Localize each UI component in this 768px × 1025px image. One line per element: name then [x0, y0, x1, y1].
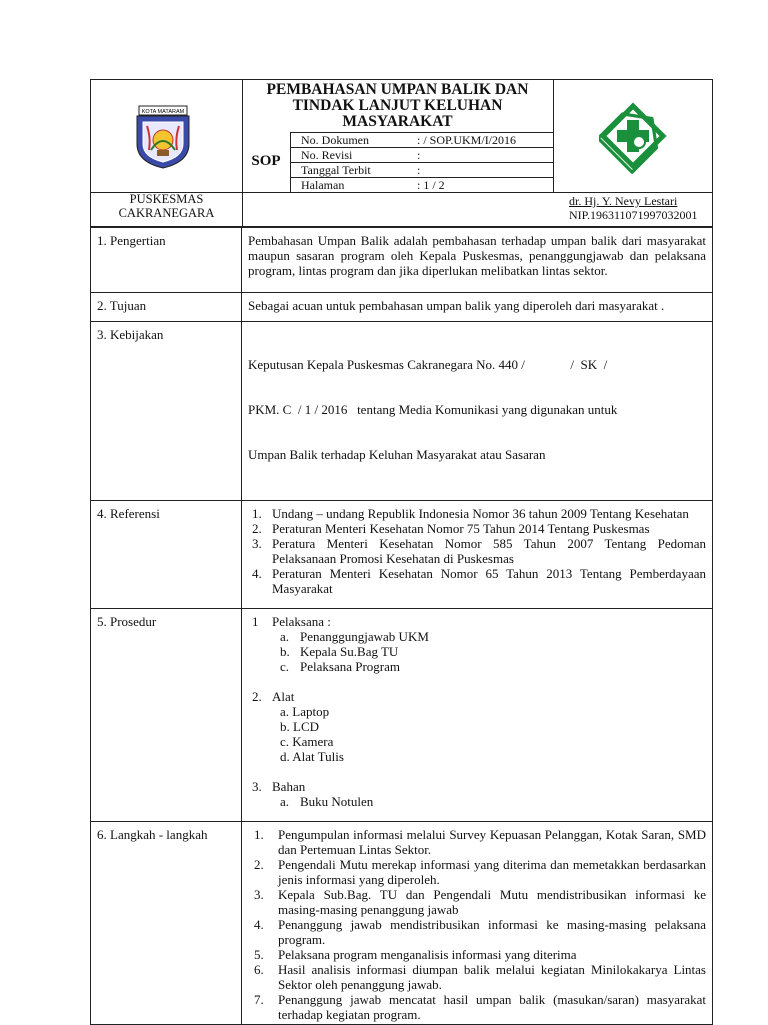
table-row [91, 293, 713, 322]
group-number: 2. [252, 689, 262, 704]
list-item-text: Pengendali Mutu merekap informasi yang diterima dan memetakkan berdasarkan jenis informasi yang diperoleh. [278, 857, 706, 887]
procedure-group [248, 689, 706, 704]
meta-value: : [417, 148, 421, 162]
group-title: Pelaksana : [272, 614, 331, 629]
list-item-text: Undang – undang Republik Indonesia Nomor 36 tahun 2009 Tentang Kesehatan [272, 506, 689, 521]
list-item-text: Peratura Menteri Kesehatan Nomor 585 Tahun 2007 Tentang Pedoman Pelaksanaan Promosi Kesehatan di Puskesmas [272, 536, 706, 566]
list-item-text: Penanggung jawab mendistribusikan informasi ke masing-masing pelaksana program. [278, 917, 706, 947]
meta-value: : [417, 163, 421, 177]
signer-name: dr. Hj. Y. Nevy Lestari [569, 194, 678, 208]
meta-value: : / SOP.UKM/I/2016 [417, 133, 517, 147]
list-item-text: Pelaksana Program [300, 659, 401, 674]
list-item: 4. Peraturan Menteri Kesehatan Nomor 65 Tahun 2013 Tentang Pemberdayaan Masyarakat [252, 566, 706, 596]
list-item-text: Penanggungjawab UKM [300, 629, 429, 644]
document-meta [290, 132, 553, 193]
section-label: 5. Prosedur [91, 609, 242, 822]
list-item-text: Pengumpulan informasi melalui Survey Kepuasan Pelanggan, Kotak Saran, SMD dan Pertemuan Lintas Sektor. [278, 827, 706, 857]
text-line: PKM. C / 1 / 2016 tentang Media Komunikasi yang digunakan untuk [248, 402, 618, 417]
list-item: 3. Kepala Sub.Bag. TU dan Pengendali Mutu mendistribusikan informasi ke masing-masing penanggung jawab [254, 887, 706, 917]
list-item: 6. Hasil analisis informasi diumpan balik melalui kegiatan Minilokakarya Lintas Sektor oleh penanggung jawab. [254, 962, 706, 992]
table-row [91, 501, 713, 609]
meta-key: No. Dokumen [301, 133, 369, 147]
list-item [248, 644, 706, 659]
sop-label: SOP [251, 153, 281, 169]
org-line: PUSKESMAS [129, 192, 204, 206]
table-row [91, 609, 713, 822]
meta-key: Halaman [301, 178, 345, 192]
document-title: PEMBAHASAN UMPAN BALIK DAN TINDAK LANJUT KELUHAN MASYARAKAT [266, 81, 529, 130]
text-line: Umpan Balik terhadap Keluhan Masyarakat atau Sasaran [248, 447, 546, 462]
list-item-text: Buku Notulen [300, 794, 374, 809]
list-item: 1. Undang – undang Republik Indonesia Nomor 36 tahun 2009 Tentang Kesehatan [252, 506, 689, 521]
sop-header [90, 79, 713, 227]
list-item-marker: a. [280, 794, 290, 809]
steps-list [248, 827, 706, 1022]
reference-list [248, 506, 706, 596]
list-item [248, 794, 706, 809]
list-item: c. Kamera [280, 734, 334, 749]
list-item-text: Kepala Sub.Bag. TU dan Pengendali Mutu mendistribusikan informasi ke masing-masing penanggung jawab [278, 887, 706, 917]
list-item: 7. Penanggung jawab mencatat hasil umpan balik (masukan/saran) masyarakat terhadap kegiatan program. [254, 992, 706, 1022]
section-content [242, 822, 713, 1025]
meta-row [290, 132, 553, 147]
meta-row [290, 177, 553, 193]
list-item-text: Kepala Su.Bag TU [300, 644, 399, 659]
list-item-text: Pelaksana program menganalisis informasi yang diterima [278, 947, 577, 962]
section-label: 4. Referensi [91, 501, 242, 609]
list-item-marker: a. [280, 629, 290, 644]
table-row [91, 228, 713, 293]
bahan-list [248, 794, 706, 809]
list-item-text: Peraturan Menteri Kesehatan Nomor 75 Tahun 2014 Tentang Puskesmas [272, 521, 650, 536]
list-item [248, 659, 706, 674]
kota-mataram-emblem-icon [131, 104, 195, 170]
table-row [91, 822, 713, 1025]
puskesmas-logo-icon [599, 102, 667, 174]
list-item-marker: b. [280, 644, 290, 659]
list-item: 5. Pelaksana program menganalisis informasi yang diterima [254, 947, 577, 962]
procedure-group [248, 614, 706, 629]
list-item-text: Peraturan Menteri Kesehatan Nomor 65 Tahun 2013 Tentang Pemberdayaan Masyarakat [272, 566, 706, 596]
org-line: CAKRANEGARA [118, 206, 215, 220]
list-item-text: Hasil analisis informasi diumpan balik melalui kegiatan Minilokakarya Lintas Sektor oleh penanggung jawab. [278, 962, 706, 992]
section-label: 1. Pengertian [91, 228, 242, 293]
list-item: 2. Pengendali Mutu merekap informasi yang diterima dan memetakkan berdasarkan jenis informasi yang diperoleh. [254, 857, 706, 887]
list-item-text: Penanggung jawab mencatat hasil umpan balik (masukan/saran) masyarakat terhadap kegiatan program. [278, 992, 706, 1022]
signer-block [569, 194, 698, 222]
section-content [242, 609, 713, 822]
section-content [242, 322, 713, 501]
list-item: 4. Penanggung jawab mendistribusikan informasi ke masing-masing pelaksana program. [254, 917, 706, 947]
meta-row [290, 147, 553, 162]
list-item: a. Laptop [280, 704, 330, 719]
section-label: 6. Langkah - langkah [91, 822, 242, 1025]
section-label: 2. Tujuan [91, 293, 242, 322]
pelaksana-list [248, 629, 706, 674]
list-item: 3. Peratura Menteri Kesehatan Nomor 585 Tahun 2007 Tentang Pedoman Pelaksanaan Promosi Kesehatan di Puskesmas [252, 536, 706, 566]
procedure-group [248, 779, 706, 794]
text-line: Keputusan Kepala Puskesmas Cakranegara No. 440 / / SK / [248, 357, 608, 372]
emblem-text: KOTA MATARAM [141, 109, 185, 115]
group-number: 1 [252, 614, 259, 629]
meta-key: No. Revisi [301, 148, 353, 162]
meta-value: : 1 / 2 [417, 178, 445, 192]
meta-key: Tanggal Terbit [301, 163, 371, 177]
list-item: b. LCD [280, 719, 319, 734]
meta-row [290, 162, 553, 177]
alat-list [248, 704, 706, 764]
section-content [242, 501, 713, 609]
section-label: 3. Kebijakan [91, 322, 242, 501]
list-item: 1. Pengumpulan informasi melalui Survey Kepuasan Pelanggan, Kotak Saran, SMD dan Pertemuan Lintas Sektor. [254, 827, 706, 857]
list-item: d. Alat Tulis [280, 749, 344, 764]
sop-content-table [90, 227, 713, 1025]
list-item-marker: c. [280, 659, 290, 674]
list-item [248, 629, 706, 644]
group-number: 3. [252, 779, 262, 794]
table-row [91, 322, 713, 501]
group-title: Bahan [272, 779, 306, 794]
section-content: Sebagai acuan untuk pembahasan umpan balik yang diperoleh dari masyarakat . [242, 293, 713, 322]
signer-nip: NIP.196311071997032001 [569, 208, 698, 222]
list-item: 2. Peraturan Menteri Kesehatan Nomor 75 Tahun 2014 Tentang Puskesmas [252, 521, 650, 536]
divider [553, 80, 554, 192]
group-title: Alat [272, 689, 295, 704]
organization-name [91, 192, 242, 220]
section-content: Pembahasan Umpan Balik adalah pembahasan terhadap umpan balik dari masyarakat maupun sasaran program oleh Kepala Puskesmas, penanggungjawab dan pelaksana program, lintas program dan jika diperlukan melibatkan lintas sektor. [242, 228, 713, 293]
